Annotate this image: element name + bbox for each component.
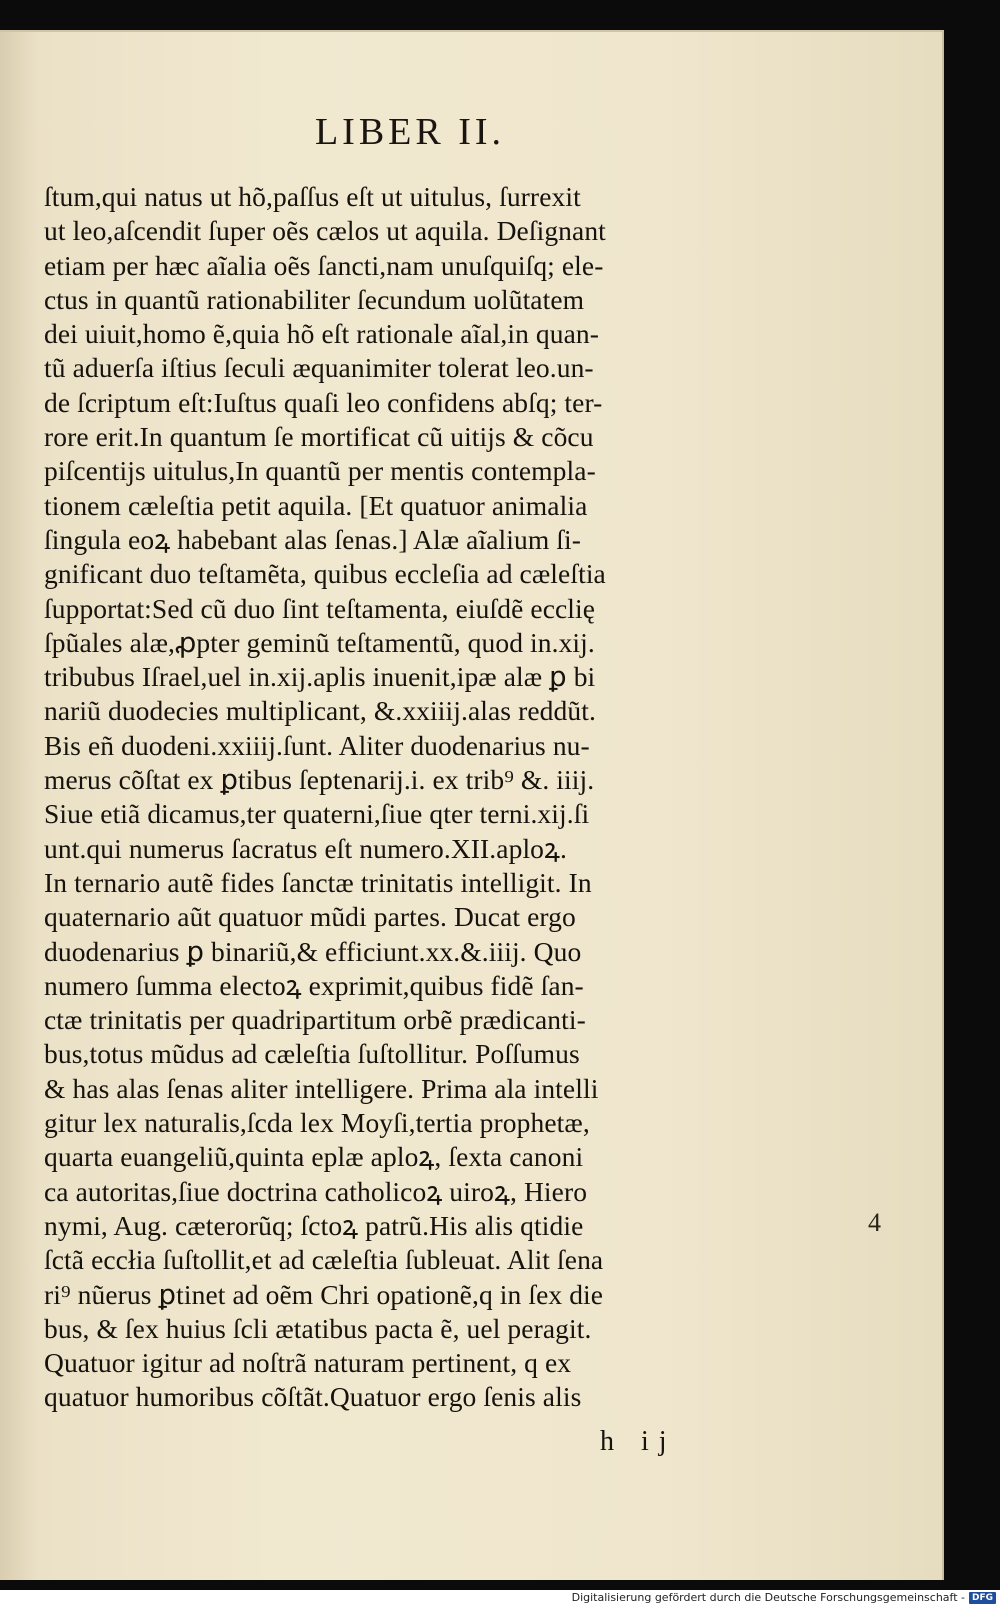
dfg-logo: DFG (969, 1592, 996, 1604)
text-line: quaternario aũt quatuor mũdi partes. Ducat ergo (44, 901, 576, 933)
text-line: de ſcriptum eſt:Iuſtus quaſi leo confidens abſq; ter- (44, 386, 603, 418)
text-line: quarta euangeliũ,quinta eplæ aploꝝ, ſexta canoni (44, 1141, 584, 1173)
text-line: Siue etiã dicamus,ter quaterni,ſiue qter terni.xij.ſi (44, 798, 590, 830)
text-line: duodenarius ꝑ binariũ,& efficiunt.xx.&.iiij. Quo (44, 935, 582, 967)
text-line: dei uiuit,homo ẽ,quia hõ eſt rationale aĩal,in quan- (44, 318, 600, 350)
text-line: piſcentijs uitulus,In quantũ per mentis contempla- (44, 455, 596, 487)
text-line: ctæ trinitatis per quadripartitum orbẽ prædicanti- (44, 1004, 586, 1036)
text-line: gitur lex naturalis,ſcda lex Moyſi,tertia prophetæ, (44, 1107, 590, 1139)
margin-mark: 4 (868, 1208, 881, 1237)
credit-text: Digitalisierung gefördert durch die Deutsche Forschungsgemeinschaft - (571, 1591, 965, 1604)
text-line: ſingula eoꝝ habebant alas ſenas.] Alæ aĩalium ſi- (44, 523, 582, 555)
text-line: unt.qui numerus ſacratus eſt numero.XII.aploꝝ. (44, 832, 568, 864)
text-line: quatuor humoribus cõſtãt.Quatuor ergo ſenis alis (44, 1381, 582, 1413)
text-line: & has alas ſenas aliter intelligere. Prima ala intelli (44, 1072, 599, 1104)
text-line: ſupportat:Sed cũ duo ſint teſtamenta, eiuſdẽ ecclię (44, 592, 596, 624)
running-head: LIBER II. (314, 111, 506, 153)
text-line: tribubus Iſrael,uel in.xij.aplis inuenit,ipæ alæ ꝑ bi (44, 661, 596, 693)
text-line: ri⁹ nũerus ꝑtinet ad oẽm Chri opationẽ,q in ſex die (44, 1278, 604, 1310)
text-line: numero ſumma electoꝝ exprimit,quibus fidẽ ſan- (44, 969, 584, 1001)
text-line: ſctã eccłia ſuſtollit,et ad cæleſtia ſubleuat. Alit ſena (44, 1244, 604, 1276)
text-line: bus,totus mũdus ad cæleſtia ſuſtollitur. Poſſumus (44, 1038, 580, 1070)
text-line: tũ aduerſa iſtius ſeculi æquanimiter tolerat leo.un- (44, 352, 594, 384)
text-line: rore erit.In quantum ſe mortificat cũ uitijs & cõcu (44, 421, 594, 453)
signature-mark: h ij (600, 1426, 677, 1457)
text-line: merus cõſtat ex ꝑtibus ſeptenarij.i. ex trib⁹ &. iiij. (44, 764, 595, 796)
text-line: ca autoritas,ſiue doctrina catholicoꝝ uiroꝝ, Hiero (44, 1175, 588, 1207)
text-line: etiam per hæc aĩalia oẽs ſancti,nam unuſquiſq; ele- (44, 249, 604, 281)
text-line: gnificant duo teſtamẽta, quibus eccleſia ad cæleſtia (44, 558, 606, 590)
text-line: ſpũales alæ,ꝓpter geminũ teſtamentũ, quod in.xij. (44, 626, 595, 658)
text-line: ſtum,qui natus ut hõ,paſſus eſt ut uitulus, ſurrexit (44, 181, 581, 212)
page-body-text (44, 180, 764, 1415)
text-line: nymi, Aug. cæterorũq; ſctoꝝ patrũ.His alis qtidie (44, 1209, 584, 1241)
text-line: In ternario autẽ fides ſanctæ trinitatis intelligit. In (44, 866, 592, 898)
text-line: ut leo,aſcendit ſuper oẽs cælos ut aquila. Deſignant (44, 215, 606, 247)
text-line: tionem cæleſtia petit aquila. [Et quatuor animalia (44, 489, 588, 521)
text-line: nariũ duodecies multiplicant, &.xxiiij.alas reddũt. (44, 695, 596, 727)
text-line: Bis eñ duodeni.xxiiij.ſunt. Aliter duodenarius nu- (44, 729, 590, 761)
text-line: ctus in quantũ rationabiliter ſecundum uolũtatem (44, 283, 585, 315)
digitization-credit (572, 1591, 996, 1604)
text-line: Quatuor igitur ad noſtrã naturam pertinent, q ex (44, 1347, 572, 1379)
book-page (0, 30, 944, 1580)
text-line: bus, & ſex huius ſcli ætatibus pacta ẽ, uel peragit. (44, 1312, 592, 1344)
